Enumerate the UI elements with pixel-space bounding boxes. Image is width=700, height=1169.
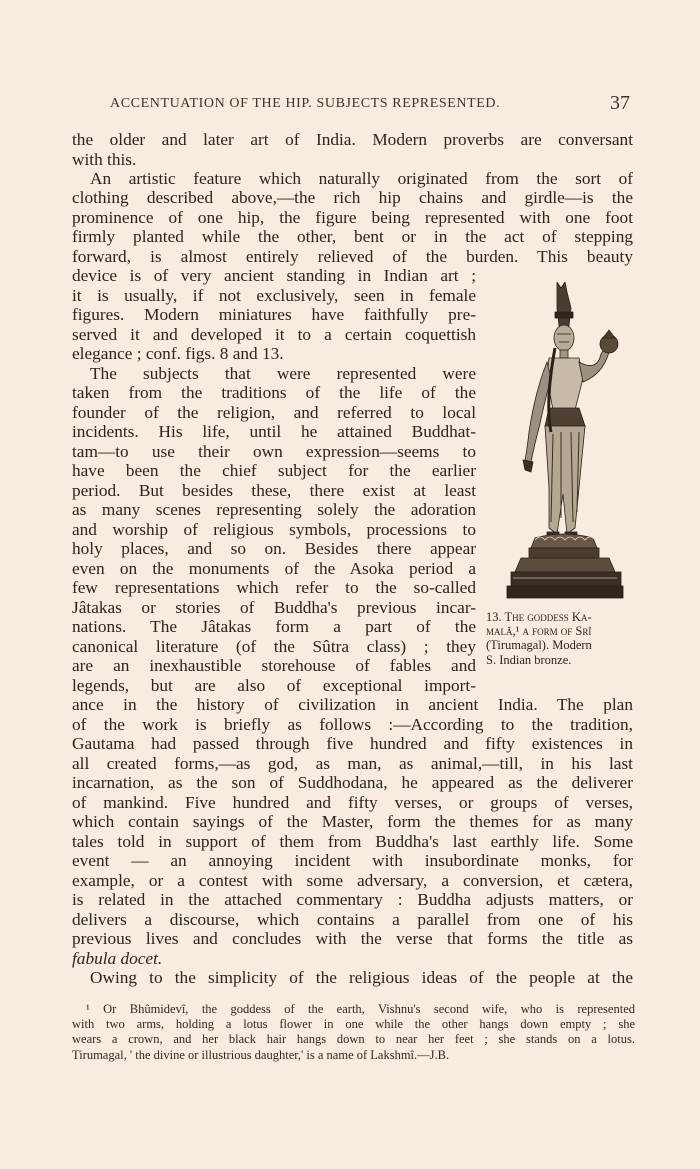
body-line: founder of the religion, and referred to local: [72, 403, 476, 422]
body-line: An artistic feature which naturally originated from the sort of: [90, 169, 633, 188]
body-line: incidents. His life, until he attained Buddhat-: [72, 422, 476, 441]
body-line: previous lives and concludes with the verse that forms the title as: [72, 929, 633, 948]
running-title: ACCENTUATION OF THE HIP. SUBJECTS REPRESENTED.: [110, 96, 501, 111]
body-line: Gautama had passed through five hundred and fifty existences in: [72, 734, 633, 753]
body-line: taken from the traditions of the life of the: [72, 383, 476, 402]
body-line: have been the chief subject for the earlier: [72, 461, 476, 480]
body-line: figures. Modern miniatures have faithfully pre-: [72, 305, 476, 324]
body-line: device is of very ancient standing in Indian art ;: [72, 266, 476, 285]
body-line: delivers a discourse, which contains a parallel from one of his: [72, 910, 633, 929]
running-header: [110, 92, 630, 114]
caption-line: S. Indian bronze.: [486, 652, 572, 667]
body-line: holy places, and so on. Besides there appear: [72, 539, 476, 558]
body-line: of mankind. Five hundred and fifty verses, or groups of verses,: [72, 793, 633, 812]
footnote: [72, 1002, 635, 1063]
footnote-line: with two arms, holding a lotus flower in one while the other hangs down empty ; she: [72, 1017, 635, 1032]
body-line: tales told in support of them from Buddha's last earthly life. Some: [72, 832, 633, 851]
body-line: the older and later art of India. Modern proverbs are conversant: [72, 130, 633, 149]
footnote-line: wears a crown, and her black hair hangs down to near her feet ; she stands on a lotus.: [72, 1032, 635, 1047]
goddess-bronze-figure-icon: [505, 282, 625, 600]
body-line: prominence of one hip, the figure being represented with one foot: [72, 208, 633, 227]
body-line: period. But besides these, there exist at least: [72, 481, 476, 500]
body-line: example, or a contest with some adversary, a conversion, et cætera,: [72, 871, 633, 890]
figure-caption: [486, 610, 636, 667]
body-line: which contain sayings of the Master, form the themes for as many: [72, 812, 633, 831]
footnote-line: ¹ Or Bhûmidevî, the goddess of the earth, Vishnu's second wife, who is represented: [86, 1002, 635, 1016]
body-line: fabula docet.: [72, 949, 163, 968]
footnote-line: Tirumagal, ' the divine or illustrious daughter,' is a name of Lakshmî.—J.B.: [72, 1047, 450, 1062]
body-line: The subjects that were represented were: [90, 364, 476, 383]
body-line: as many scenes representing solely the adoration: [72, 500, 476, 519]
body-line: is related in the attached commentary : Buddha adjusts matters, or: [72, 890, 633, 909]
page-number: 37: [610, 92, 630, 114]
body-line: clothing described above,—the rich hip chains and girdle—is the: [72, 188, 633, 207]
body-line: nations. The Jâtakas form a part of the: [72, 617, 476, 636]
body-line: tam—to use their own expression—seems to: [72, 442, 476, 461]
body-line: served it and developed it to a certain coquettish: [72, 325, 476, 344]
body-line: even on the monuments of the Asoka period a: [72, 559, 476, 578]
body-line: incarnation, as the son of Suddhodana, he appeared as the deliverer: [72, 773, 633, 792]
body-line: few representations which refer to the so-called: [72, 578, 476, 597]
body-line: and worship of religious symbols, processions to: [72, 520, 476, 539]
body-line: of the work is briefly as follows :—According to the tradition,: [72, 715, 633, 734]
body-line: canonical literature (of the Sûtra class) ; they: [72, 637, 476, 656]
body-line: elegance ; conf. figs. 8 and 13.: [72, 344, 284, 363]
caption-line: 13. The goddess Ka-: [486, 610, 592, 624]
body-line: ance in the history of civilization in ancient India. The plan: [72, 695, 633, 714]
body-line: with this.: [72, 150, 137, 169]
body-line: firmly planted while the other, bent or in the act of stepping: [72, 227, 633, 246]
body-line: it is usually, if not exclusively, seen in female: [72, 286, 476, 305]
caption-line: malâ,¹ a form of Srî: [486, 624, 592, 639]
caption-line: (Tirumagal). Modern: [486, 638, 592, 653]
body-line: event — an annoying incident with insubordinate monks, for: [72, 851, 633, 870]
body-line: are an inexhaustible storehouse of fables and: [72, 656, 476, 675]
body-line: forward, is almost entirely relieved of the burden. This beauty: [72, 247, 633, 266]
body-line: Jâtakas or stories of Buddha's previous incar-: [72, 598, 476, 617]
body-line: all created forms,—as god, as man, as animal,—till, in his last: [72, 754, 633, 773]
body-line: legends, but are also of exceptional import-: [72, 676, 476, 695]
body-line: Owing to the simplicity of the religious ideas of the people at the: [90, 968, 633, 987]
